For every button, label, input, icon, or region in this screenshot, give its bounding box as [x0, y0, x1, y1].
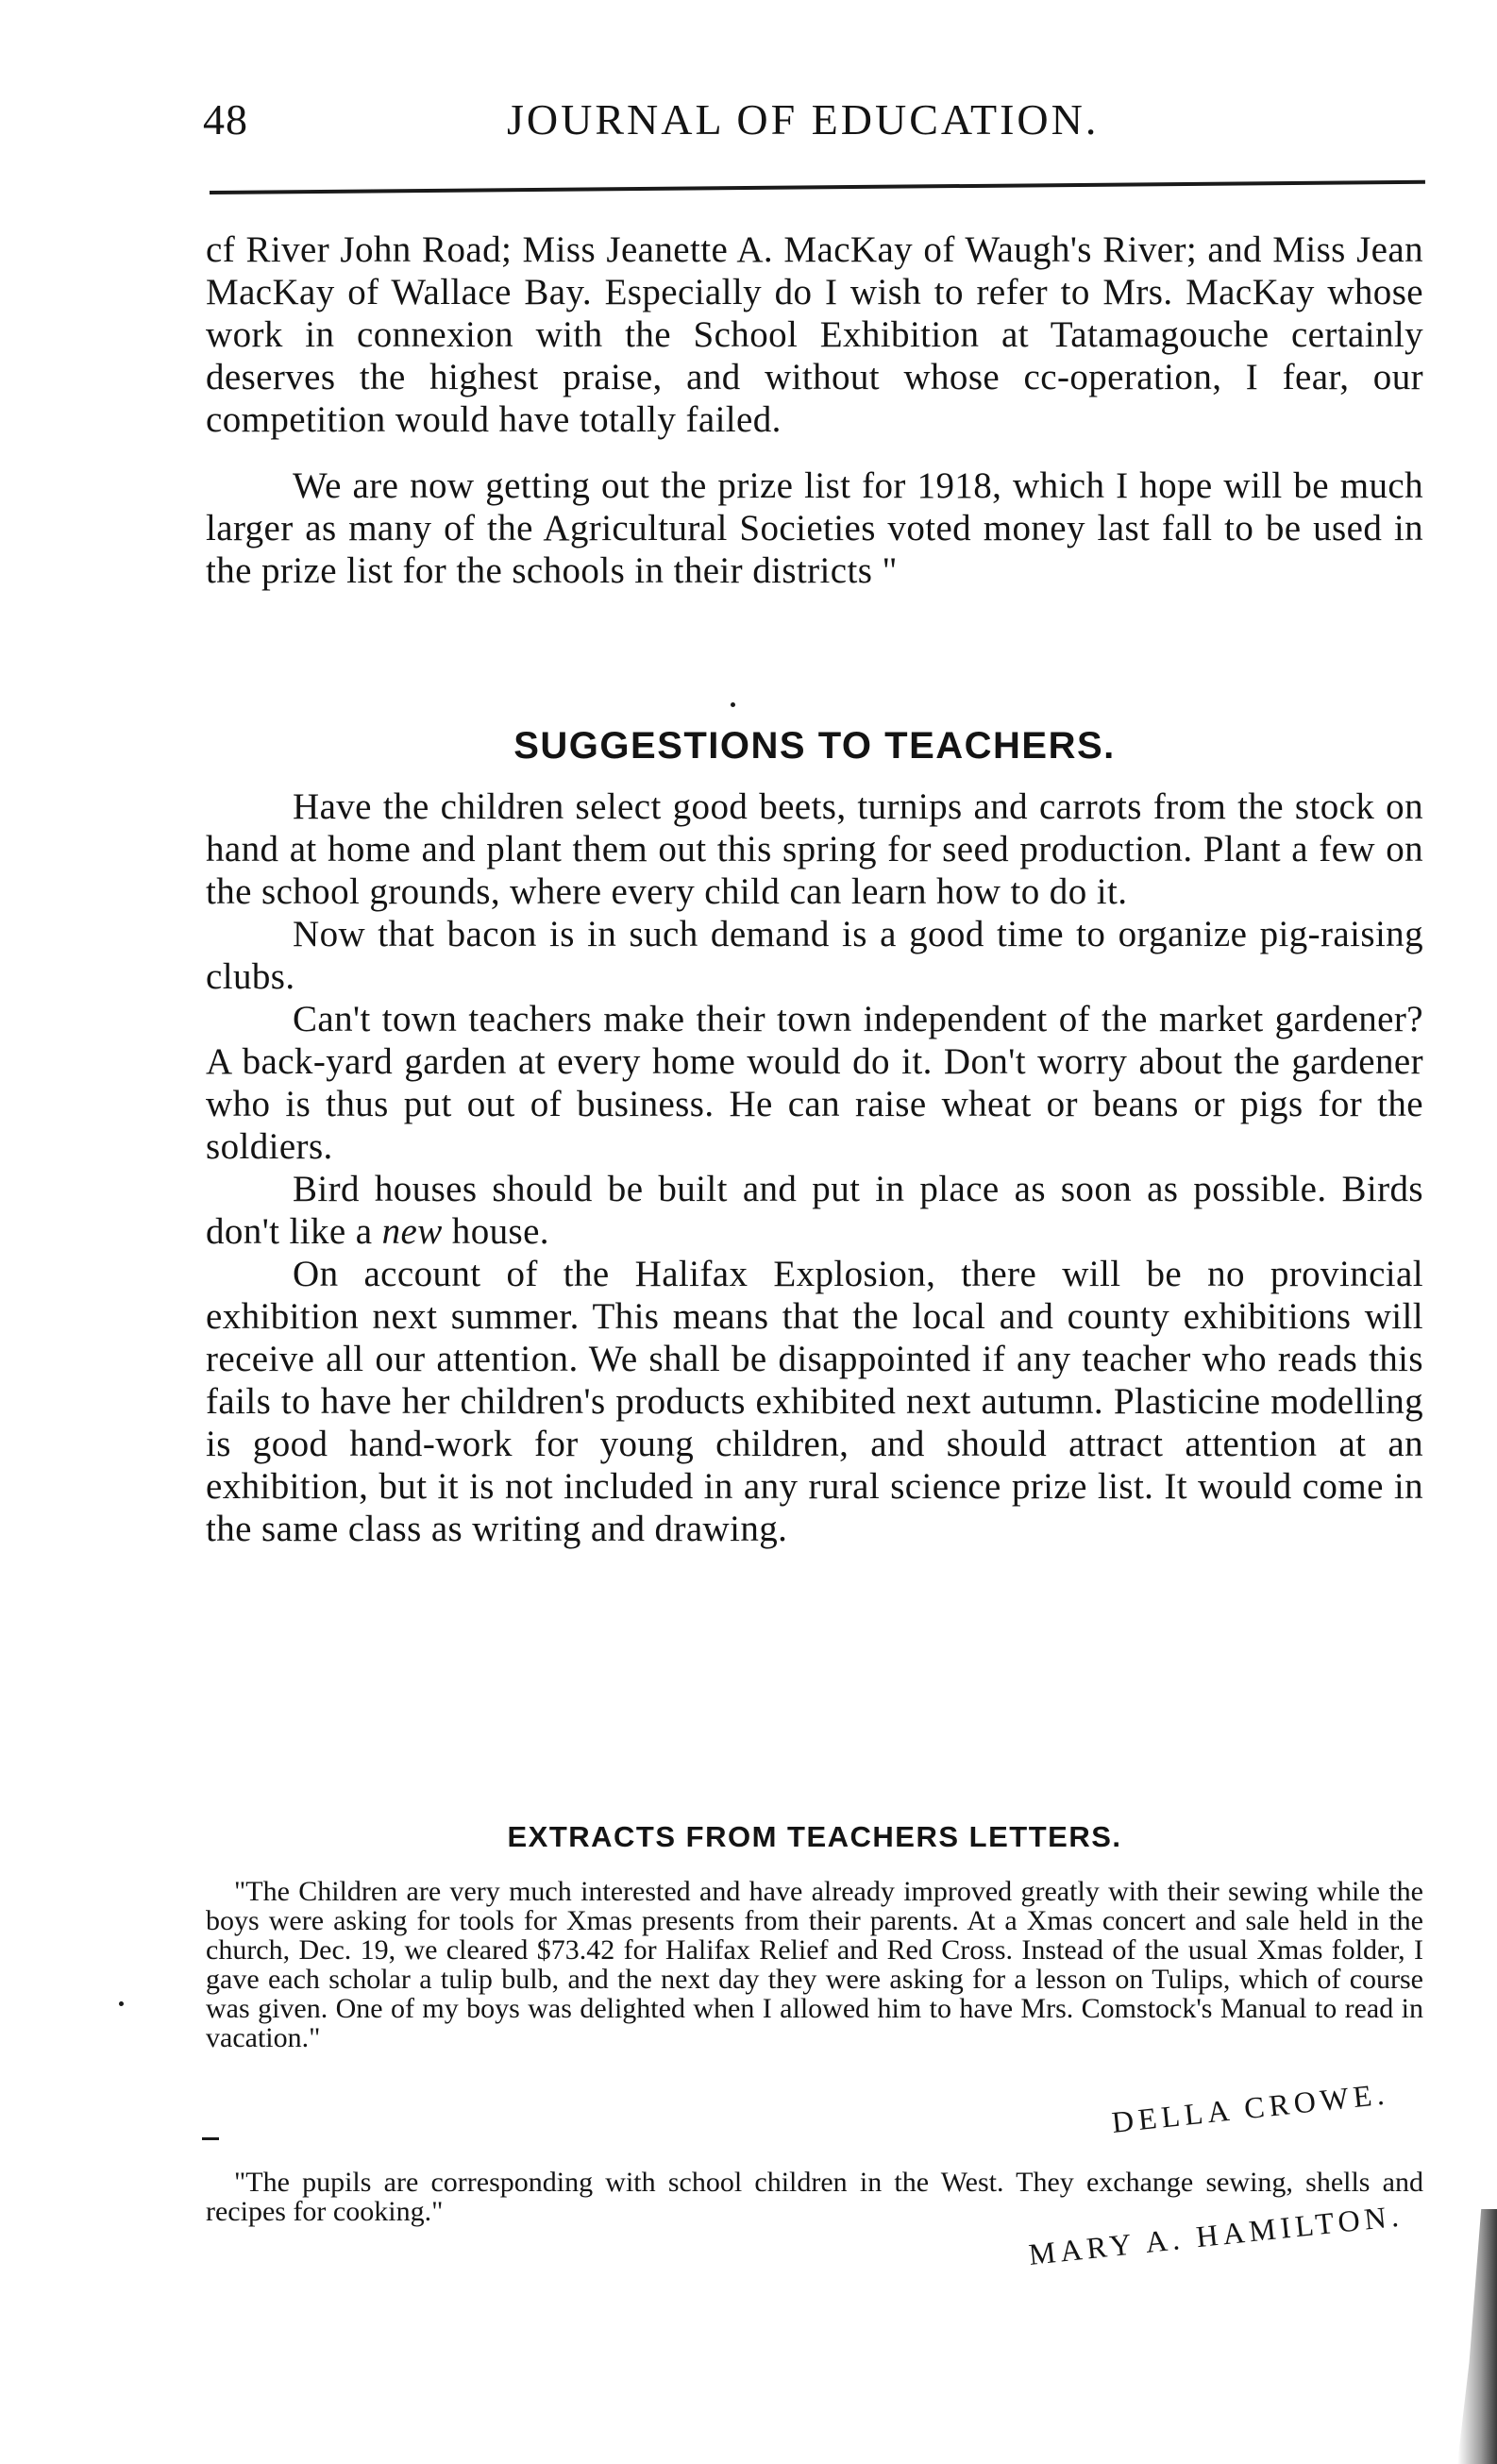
paragraph: On account of the Halifax Explosion, there will be no provincial exhibition next summer. This means that the local and county exhibitions will receive all our attention. We shall be disappointed if any teacher who reads this fails to have her children's products exhibited next autumn. Plasticine modelling is good hand-work for young children, and should attract attention at an exhibition, but it is not included in any rural science prize list. It would come in the same class as writing and drawing.: [206, 1254, 1423, 1549]
section-heading: SUGGESTIONS TO TEACHERS.: [513, 725, 1116, 767]
speck: [119, 2001, 124, 2006]
letter-signature: DELLA CROWE.: [1110, 2076, 1390, 2139]
paragraph: Now that bacon is in such demand is a good time to organize pig-raising clubs.: [206, 914, 1423, 997]
scan-shadow: [1457, 2209, 1497, 2464]
letter-text: "The Children are very much interested and have already improved greatly with their sewing while the boys were asking for tools for Xmas presents from their parents. At a Xmas concert and sale held in the church, Dec. 19, we cleared $73.42 for Halifax Relief and Red Cross. Instead of the usual Xmas folder, I gave each scholar a tulip bulb, and the next day they were asking for a lesson on Tulips, which of course was given. One of my boys was delighted when I allowed him to have Mrs. Comstock's Manual to read in vacation.": [206, 1876, 1423, 2053]
subsection-heading: EXTRACTS FROM TEACHERS LETTERS.: [507, 1820, 1122, 1853]
page-number: 48: [203, 95, 248, 143]
bird-text-start: Bird houses should be built and put in place as soon as possible. Birds don't like a: [206, 1169, 1423, 1252]
letter-signature: MARY A. HAMILTON.: [1027, 2198, 1405, 2271]
page-header: [203, 94, 1430, 160]
speck: [731, 702, 735, 707]
running-title: JOURNAL OF EDUCATION.: [507, 95, 1100, 143]
ink-mark: [202, 2137, 219, 2140]
emphasis: new: [381, 1211, 443, 1252]
paragraph: [206, 1168, 1423, 1253]
paragraph: cf River John Road; Miss Jeanette A. MacKay of Waugh's River; and Miss Jean MacKay of Wallace Bay. Especially do I wish to refer to Mrs. MacKay whose work in connexion with the School Exhibition at Tatamagouche certainly deserves the highest praise, and without whose cc-operation, I fear, our competition would have totally failed.: [206, 229, 1423, 440]
continued-letter: [206, 228, 1423, 616]
teacher-letter: [206, 1877, 1423, 2052]
paragraph: We are now getting out the prize list for 1918, which I hope will be much larger as many of the Agricultural Societies voted money last fall to be used in the prize list for the schools in their districts ": [206, 465, 1423, 591]
bird-text-end: house.: [442, 1211, 549, 1252]
letter-text: "The pupils are corresponding with school children in the West. They exchange sewing, shells and recipes for cooking.": [206, 2167, 1423, 2227]
suggestions-section: [206, 785, 1423, 1550]
paragraph: Have the children select good beets, turnips and carrots from the stock on hand at home and plant them out this spring for seed production. Plant a few on the school grounds, where every child can learn how to do it.: [206, 786, 1423, 912]
paragraph: Can't town teachers make their town independent of the market gardener? A back-yard garden at every home would do it. Don't worry about the gardener who is thus put out of business. He can raise wheat or beans or pigs for the soldiers.: [206, 999, 1423, 1167]
header-rule: [210, 180, 1425, 194]
